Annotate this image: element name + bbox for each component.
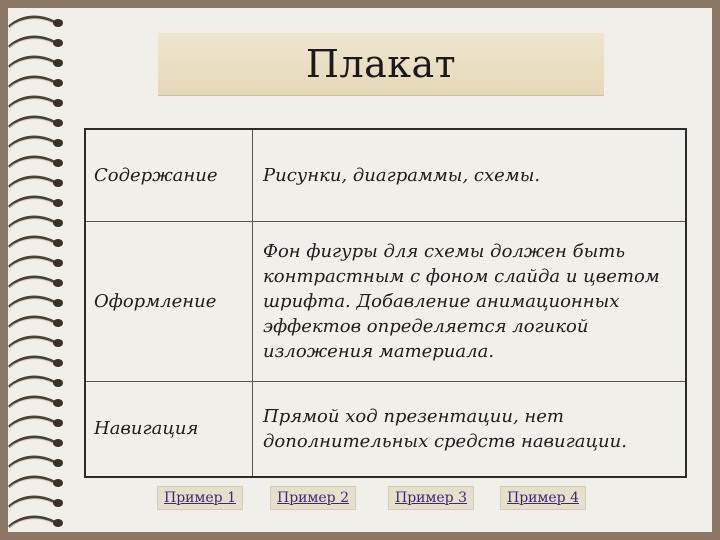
- example-1-link[interactable]: Пример 1: [157, 486, 243, 510]
- example-links: [8, 486, 712, 516]
- table-row: [85, 129, 686, 221]
- row-value-navigation: Прямой ход презентации, нет дополнительных средств навигации.: [253, 381, 687, 477]
- row-label-content: Содержание: [85, 129, 253, 221]
- row-value-design: Фон фигуры для схемы должен быть контрастным с фоном слайда и цветом шрифта. Добавление анимационных эффектов определяется логикой изложения материала.: [253, 221, 687, 381]
- page-title: Плакат: [305, 42, 457, 86]
- row-value-content: Рисунки, диаграммы, схемы.: [253, 129, 687, 221]
- table-row: [85, 221, 686, 381]
- title-banner: [158, 33, 604, 96]
- row-label-design: Оформление: [85, 221, 253, 381]
- example-2-link[interactable]: Пример 2: [270, 486, 356, 510]
- table-row: [85, 381, 686, 477]
- row-label-navigation: Навигация: [85, 381, 253, 477]
- example-3-link[interactable]: Пример 3: [388, 486, 474, 510]
- notebook-page: [8, 8, 712, 532]
- info-table: [84, 128, 687, 478]
- example-4-link[interactable]: Пример 4: [500, 486, 586, 510]
- spiral-binding: [8, 8, 68, 532]
